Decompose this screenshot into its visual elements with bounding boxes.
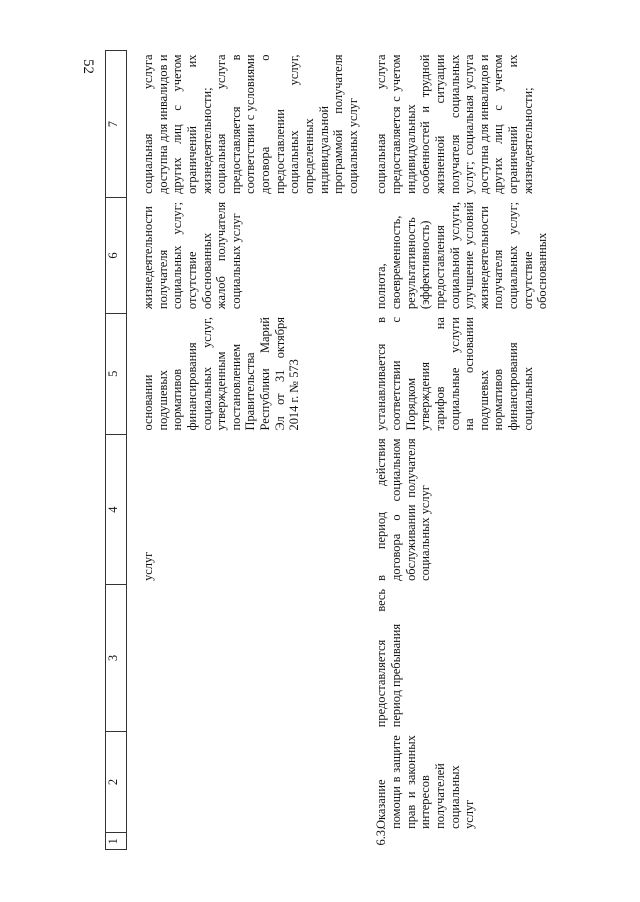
- row-b-col6: полнота, своевременность, результативность (эффективность) предоставления социальной услуги, улучшение условий жизнедеятельности получателя социальных услуг; отсутствие обоснованных: [374, 201, 550, 310]
- header-cell-4: 4: [106, 434, 127, 584]
- header-row: [106, 51, 127, 850]
- header-cell-5: 5: [106, 313, 127, 434]
- page-number: 52: [80, 59, 96, 74]
- header-cell-1: 1: [106, 833, 127, 850]
- row-b-number: 6.3.: [374, 826, 389, 846]
- services-table: [105, 50, 550, 850]
- row-b-col5: устанавливается в соответствии с Порядком утверждения тарифов на социальные услуги на основании подушевых нормативов финансирования социальных: [374, 317, 535, 431]
- table-row: [374, 51, 550, 850]
- row-b-col3: предоставляется весь период пребывания: [374, 588, 403, 728]
- header-cell-2: 2: [106, 731, 127, 833]
- row-a-col4: услуг: [141, 551, 155, 581]
- table-row: [141, 51, 360, 850]
- row-b-col2: Оказание помощи в защите прав и законных интересов получателей социальных услуг: [374, 735, 477, 829]
- rotated-table-container: [105, 50, 625, 850]
- header-cell-3: 3: [106, 585, 127, 731]
- row-a-col6: жизнедеятельности получателя социальных услуг; отсутствие обоснованных жалоб получателя социальных услуг: [141, 201, 243, 310]
- row-b-col7: социальная услуга предоставляется с учетом индивидуальных особенностей и трудной жизненной ситуации получателя социальных услуг; социальная услуга доступна для инвалидов и других лиц с учетом ограничений их жизнедеятельности;: [374, 54, 535, 194]
- row-a-col5: основании подушевых нормативов финансирования социальных услуг, утвержденным постановлением Правительства Республики Марий Эл от 31 октября 2014 г. № 573: [141, 317, 302, 431]
- header-cell-7: 7: [106, 51, 127, 198]
- row-b-col4: в период действия договора о социальном обслуживании получателя социальных услуг: [374, 438, 433, 581]
- row-a-col7: социальная услуга доступна для инвалидов и других лиц с учетом ограничений их жизнедеятельности; социальная услуга предоставляется в соответствии с условиями договора о предоставлении социальных услуг, определенных индивидуальной программой получателя социальных услуг: [141, 54, 360, 194]
- header-cell-6: 6: [106, 198, 127, 313]
